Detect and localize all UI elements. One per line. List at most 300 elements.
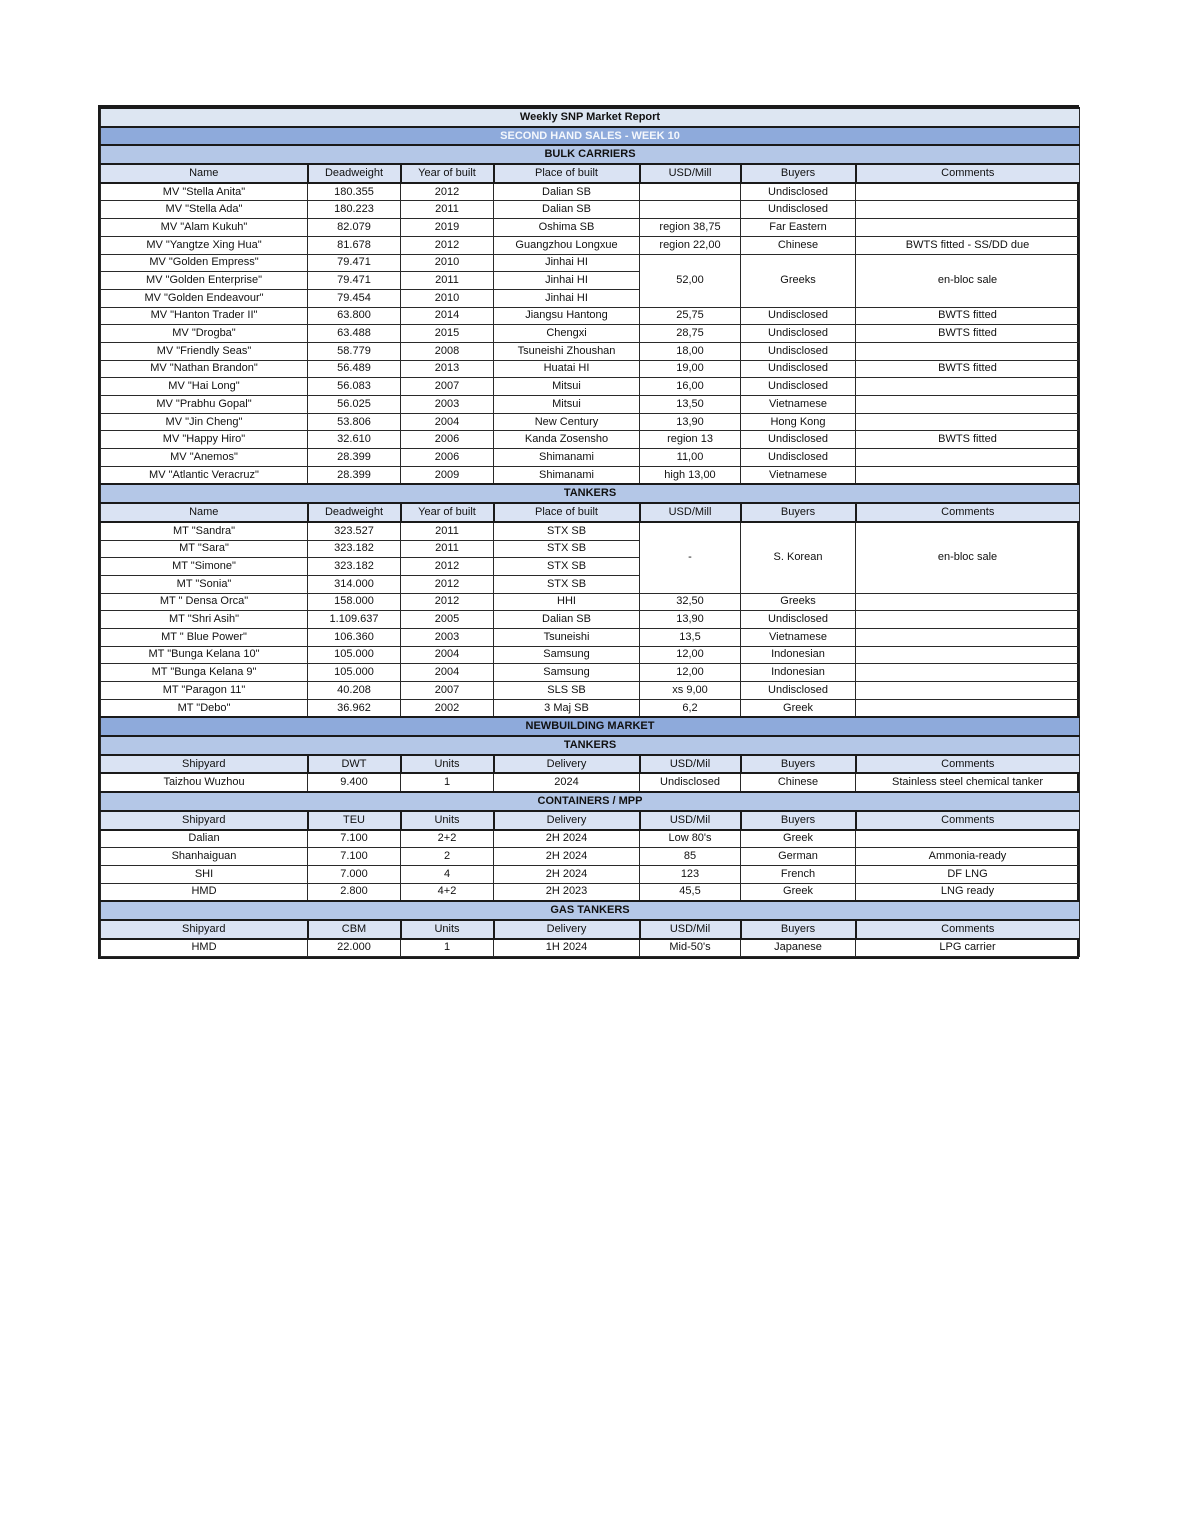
- size: 7.100: [308, 848, 401, 866]
- deadweight: 28.399: [308, 466, 401, 484]
- table-row: [101, 593, 1080, 611]
- comments: [856, 682, 1080, 700]
- deadweight: 82.079: [308, 219, 401, 237]
- report-table: [100, 107, 1080, 957]
- price: 12,00: [640, 664, 741, 682]
- place-built: Tsuneishi: [494, 628, 640, 646]
- vessel-name: MV "Stella Ada": [101, 201, 308, 219]
- table-row: [101, 307, 1080, 325]
- price: Low 80's: [640, 830, 741, 848]
- nb-gas-heading: [101, 901, 1080, 920]
- table-row: [101, 865, 1080, 883]
- buyers: Undisclosed: [741, 431, 856, 449]
- table-row: [101, 254, 1080, 272]
- nb-tankers-heading-label: TANKERS: [101, 736, 1080, 755]
- deadweight: 323.182: [308, 540, 401, 558]
- col-header: Buyers: [741, 164, 856, 183]
- table-row: [101, 413, 1080, 431]
- report-title: Weekly SNP Market Report: [101, 108, 1080, 127]
- price: 18,00: [640, 342, 741, 360]
- comments: BWTS fitted: [856, 325, 1080, 343]
- deadweight: 180.355: [308, 183, 401, 201]
- year-built: 2004: [401, 413, 494, 431]
- table-row: [101, 830, 1080, 848]
- price: 6,2: [640, 699, 741, 717]
- size: 9.400: [308, 773, 401, 792]
- buyers: Undisclosed: [741, 307, 856, 325]
- delivery: 2024: [494, 773, 640, 792]
- vessel-name: MT "Sara": [101, 540, 308, 558]
- buyers: Hong Kong: [741, 413, 856, 431]
- delivery: 2H 2024: [494, 865, 640, 883]
- table-row: [101, 883, 1080, 901]
- year-built: 2003: [401, 628, 494, 646]
- price: 32,50: [640, 593, 741, 611]
- buyers: Greek: [741, 699, 856, 717]
- deadweight: 63.800: [308, 307, 401, 325]
- delivery: 1H 2024: [494, 939, 640, 957]
- place-built: Huatai HI: [494, 360, 640, 378]
- year-built: 2011: [401, 540, 494, 558]
- vessel-name: MV "Happy Hiro": [101, 431, 308, 449]
- buyers: Undisclosed: [741, 342, 856, 360]
- place-built: Mitsui: [494, 396, 640, 414]
- col-header: Units: [401, 920, 494, 939]
- table-row: [101, 201, 1080, 219]
- snp-market-report: [98, 105, 1079, 959]
- col-header: USD/Mil: [640, 920, 741, 939]
- comments: [856, 396, 1080, 414]
- year-built: 2006: [401, 431, 494, 449]
- place-built: Jinhai HI: [494, 272, 640, 290]
- place-built: Guangzhou Longxue: [494, 236, 640, 254]
- place-built: STX SB: [494, 575, 640, 593]
- place-built: SLS SB: [494, 682, 640, 700]
- price: 45,5: [640, 883, 741, 901]
- table-row: [101, 628, 1080, 646]
- place-built: Samsung: [494, 646, 640, 664]
- comments: BWTS fitted: [856, 307, 1080, 325]
- year-built: 2007: [401, 378, 494, 396]
- nb-containers-heading: [101, 792, 1080, 811]
- buyers: Chinese: [741, 236, 856, 254]
- buyers: Undisclosed: [741, 682, 856, 700]
- col-header: Comments: [856, 164, 1080, 183]
- deadweight: 79.454: [308, 289, 401, 307]
- deadweight: 79.471: [308, 254, 401, 272]
- place-built: Jiangsu Hantong: [494, 307, 640, 325]
- place-built: Chengxi: [494, 325, 640, 343]
- vessel-name: MV "Jin Cheng": [101, 413, 308, 431]
- buyers: Vietnamese: [741, 628, 856, 646]
- col-header: USD/Mil: [640, 811, 741, 830]
- place-built: Jinhai HI: [494, 254, 640, 272]
- buyers: Far Eastern: [741, 219, 856, 237]
- year-built: 2011: [401, 201, 494, 219]
- deadweight: 180.223: [308, 201, 401, 219]
- table-row: [101, 236, 1080, 254]
- col-header: Delivery: [494, 811, 640, 830]
- comments: [856, 611, 1080, 629]
- buyers: Indonesian: [741, 664, 856, 682]
- table-row: [101, 378, 1080, 396]
- col-header: Deadweight: [308, 164, 401, 183]
- year-built: 2011: [401, 272, 494, 290]
- comments: [856, 378, 1080, 396]
- comments: [856, 466, 1080, 484]
- year-built: 2012: [401, 236, 494, 254]
- year-built: 2014: [401, 307, 494, 325]
- buyers-merged: Greeks: [741, 254, 856, 307]
- comments: [856, 449, 1080, 467]
- price: 25,75: [640, 307, 741, 325]
- year-built: 2015: [401, 325, 494, 343]
- buyers: Undisclosed: [741, 360, 856, 378]
- price: [640, 201, 741, 219]
- place-built: Shimanami: [494, 466, 640, 484]
- vessel-name: MV "Golden Enterprise": [101, 272, 308, 290]
- comments-merged: en-bloc sale: [856, 254, 1080, 307]
- comments: [856, 183, 1080, 201]
- price: 13,5: [640, 628, 741, 646]
- price: region 13: [640, 431, 741, 449]
- vessel-name: MT "Sandra": [101, 522, 308, 540]
- year-built: 2006: [401, 449, 494, 467]
- shipyard: Taizhou Wuzhou: [101, 773, 308, 792]
- vessel-name: MV "Alam Kukuh": [101, 219, 308, 237]
- units: 1: [401, 939, 494, 957]
- price: region 38,75: [640, 219, 741, 237]
- buyers: French: [741, 865, 856, 883]
- year-built: 2012: [401, 183, 494, 201]
- buyers: Greek: [741, 883, 856, 901]
- col-header: CBM: [308, 920, 401, 939]
- year-built: 2012: [401, 558, 494, 576]
- deadweight: 105.000: [308, 646, 401, 664]
- buyers: Undisclosed: [741, 449, 856, 467]
- col-header: Comments: [856, 503, 1080, 522]
- deadweight: 323.182: [308, 558, 401, 576]
- comments: [856, 830, 1080, 848]
- year-built: 2004: [401, 664, 494, 682]
- deadweight: 79.471: [308, 272, 401, 290]
- second-hand-heading: SECOND HAND SALES - WEEK 10: [101, 127, 1080, 146]
- deadweight: 28.399: [308, 449, 401, 467]
- units: 1: [401, 773, 494, 792]
- comments: Ammonia-ready: [856, 848, 1080, 866]
- year-built: 2012: [401, 575, 494, 593]
- buyers: Chinese: [741, 773, 856, 792]
- table-row: [101, 342, 1080, 360]
- place-built: STX SB: [494, 540, 640, 558]
- col-header: Buyers: [741, 811, 856, 830]
- comments: DF LNG: [856, 865, 1080, 883]
- year-built: 2019: [401, 219, 494, 237]
- delivery: 2H 2024: [494, 830, 640, 848]
- deadweight: 32.610: [308, 431, 401, 449]
- comments: [856, 201, 1080, 219]
- units: 2: [401, 848, 494, 866]
- comments: [856, 664, 1080, 682]
- buyers: Undisclosed: [741, 611, 856, 629]
- comments: [856, 593, 1080, 611]
- col-header: Deadweight: [308, 503, 401, 522]
- units: 2+2: [401, 830, 494, 848]
- deadweight: 58.779: [308, 342, 401, 360]
- nb-containers-heading-label: CONTAINERS / MPP: [101, 792, 1080, 811]
- vessel-name: MV "Nathan Brandon": [101, 360, 308, 378]
- nb-gas-heading-label: GAS TANKERS: [101, 901, 1080, 920]
- comments: [856, 219, 1080, 237]
- deadweight: 105.000: [308, 664, 401, 682]
- vessel-name: MT "Bunga Kelana 10": [101, 646, 308, 664]
- price: 16,00: [640, 378, 741, 396]
- vessel-name: MT "Paragon 11": [101, 682, 308, 700]
- col-header: Name: [101, 503, 308, 522]
- buyers: Greek: [741, 830, 856, 848]
- deadweight: 56.083: [308, 378, 401, 396]
- col-header: Units: [401, 755, 494, 774]
- nb_containers-header-row: [101, 811, 1080, 830]
- size: 22.000: [308, 939, 401, 957]
- price: Undisclosed: [640, 773, 741, 792]
- deadweight: 63.488: [308, 325, 401, 343]
- price: 28,75: [640, 325, 741, 343]
- vessel-name: MT " Densa Orca": [101, 593, 308, 611]
- vessel-name: MV "Yangtze Xing Hua": [101, 236, 308, 254]
- price: Mid-50's: [640, 939, 741, 957]
- comments: LNG ready: [856, 883, 1080, 901]
- shipyard: HMD: [101, 939, 308, 957]
- deadweight: 158.000: [308, 593, 401, 611]
- comments-merged: en-bloc sale: [856, 522, 1080, 593]
- buyers: Japanese: [741, 939, 856, 957]
- price: 13,90: [640, 611, 741, 629]
- comments: LPG carrier: [856, 939, 1080, 957]
- deadweight: 56.025: [308, 396, 401, 414]
- table-row: [101, 682, 1080, 700]
- place-built: 3 Maj SB: [494, 699, 640, 717]
- place-built: Shimanami: [494, 449, 640, 467]
- price: region 22,00: [640, 236, 741, 254]
- col-header: Delivery: [494, 920, 640, 939]
- units: 4+2: [401, 883, 494, 901]
- buyers: Undisclosed: [741, 183, 856, 201]
- price-merged: 52,00: [640, 254, 741, 307]
- size: 7.100: [308, 830, 401, 848]
- vessel-name: MV "Prabhu Gopal": [101, 396, 308, 414]
- price: 12,00: [640, 646, 741, 664]
- year-built: 2005: [401, 611, 494, 629]
- vessel-name: MV "Hanton Trader II": [101, 307, 308, 325]
- place-built: Dalian SB: [494, 183, 640, 201]
- newbuilding-heading: [101, 717, 1080, 736]
- vessel-name: MT "Simone": [101, 558, 308, 576]
- comments: [856, 342, 1080, 360]
- price: 11,00: [640, 449, 741, 467]
- vessel-name: MV "Friendly Seas": [101, 342, 308, 360]
- col-header: Comments: [856, 755, 1080, 774]
- col-header: USD/Mil: [640, 755, 741, 774]
- col-header: Shipyard: [101, 811, 308, 830]
- col-header: Buyers: [741, 920, 856, 939]
- price-merged: -: [640, 522, 741, 593]
- deadweight: 106.360: [308, 628, 401, 646]
- year-built: 2010: [401, 289, 494, 307]
- buyers: Greeks: [741, 593, 856, 611]
- tankers-heading: [101, 484, 1080, 503]
- col-header: USD/Mill: [640, 503, 741, 522]
- comments: [856, 413, 1080, 431]
- table-row: [101, 773, 1080, 792]
- col-header: Year of built: [401, 503, 494, 522]
- place-built: Dalian SB: [494, 201, 640, 219]
- buyers: Undisclosed: [741, 378, 856, 396]
- comments: [856, 646, 1080, 664]
- table-row: [101, 466, 1080, 484]
- vessel-name: MV "Golden Empress": [101, 254, 308, 272]
- table-row: [101, 431, 1080, 449]
- table-row: [101, 522, 1080, 540]
- bulk-carriers-heading: BULK CARRIERS: [101, 145, 1080, 164]
- vessel-name: MV "Golden Endeavour": [101, 289, 308, 307]
- comments: Stainless steel chemical tanker: [856, 773, 1080, 792]
- nb_tankers-header-row: [101, 755, 1080, 774]
- vessel-name: MV "Hai Long": [101, 378, 308, 396]
- table-row: [101, 360, 1080, 378]
- year-built: 2007: [401, 682, 494, 700]
- table-row: [101, 396, 1080, 414]
- year-built: 2011: [401, 522, 494, 540]
- col-header: Name: [101, 164, 308, 183]
- comments: BWTS fitted: [856, 360, 1080, 378]
- col-header: Year of built: [401, 164, 494, 183]
- deadweight: 314.000: [308, 575, 401, 593]
- tankers-header-row: [101, 503, 1080, 522]
- col-header: Buyers: [741, 503, 856, 522]
- place-built: Samsung: [494, 664, 640, 682]
- size: 2.800: [308, 883, 401, 901]
- comments: [856, 699, 1080, 717]
- place-built: Mitsui: [494, 378, 640, 396]
- nb-tankers-heading: [101, 736, 1080, 755]
- table-row: [101, 699, 1080, 717]
- place-built: Jinhai HI: [494, 289, 640, 307]
- col-header: Buyers: [741, 755, 856, 774]
- col-header: TEU: [308, 811, 401, 830]
- col-header: Comments: [856, 811, 1080, 830]
- price: xs 9,00: [640, 682, 741, 700]
- col-header: DWT: [308, 755, 401, 774]
- deadweight: 323.527: [308, 522, 401, 540]
- buyers: Vietnamese: [741, 466, 856, 484]
- place-built: HHI: [494, 593, 640, 611]
- col-header: Shipyard: [101, 755, 308, 774]
- shipyard: Shanhaiguan: [101, 848, 308, 866]
- year-built: 2009: [401, 466, 494, 484]
- place-built: New Century: [494, 413, 640, 431]
- vessel-name: MV "Atlantic Veracruz": [101, 466, 308, 484]
- comments: [856, 628, 1080, 646]
- year-built: 2013: [401, 360, 494, 378]
- deadweight: 53.806: [308, 413, 401, 431]
- units: 4: [401, 865, 494, 883]
- year-built: 2003: [401, 396, 494, 414]
- price: [640, 183, 741, 201]
- vessel-name: MT " Blue Power": [101, 628, 308, 646]
- table-row: [101, 848, 1080, 866]
- col-header: Comments: [856, 920, 1080, 939]
- table-row: [101, 183, 1080, 201]
- vessel-name: MV "Anemos": [101, 449, 308, 467]
- year-built: 2010: [401, 254, 494, 272]
- newbuilding-heading-label: NEWBUILDING MARKET: [101, 717, 1080, 736]
- col-header: Place of built: [494, 164, 640, 183]
- shipyard: SHI: [101, 865, 308, 883]
- nb_gas-header-row: [101, 920, 1080, 939]
- table-row: [101, 611, 1080, 629]
- delivery: 2H 2024: [494, 848, 640, 866]
- buyers: German: [741, 848, 856, 866]
- delivery: 2H 2023: [494, 883, 640, 901]
- table-row: [101, 646, 1080, 664]
- col-header: Units: [401, 811, 494, 830]
- comments: BWTS fitted - SS/DD due: [856, 236, 1080, 254]
- buyers: Undisclosed: [741, 201, 856, 219]
- comments: BWTS fitted: [856, 431, 1080, 449]
- shipyard: HMD: [101, 883, 308, 901]
- vessel-name: MT "Shri Asih": [101, 611, 308, 629]
- table-row: [101, 449, 1080, 467]
- col-header: Place of built: [494, 503, 640, 522]
- size: 7.000: [308, 865, 401, 883]
- place-built: Tsuneishi Zhoushan: [494, 342, 640, 360]
- place-built: Kanda Zosensho: [494, 431, 640, 449]
- year-built: 2008: [401, 342, 494, 360]
- table-row: [101, 219, 1080, 237]
- place-built: STX SB: [494, 558, 640, 576]
- table-row: [101, 325, 1080, 343]
- buyers-merged: S. Korean: [741, 522, 856, 593]
- price: 13,90: [640, 413, 741, 431]
- year-built: 2004: [401, 646, 494, 664]
- table-row: [101, 664, 1080, 682]
- bulk-carriers-header-row: [101, 164, 1080, 183]
- vessel-name: MT "Bunga Kelana 9": [101, 664, 308, 682]
- place-built: Oshima SB: [494, 219, 640, 237]
- col-header: Shipyard: [101, 920, 308, 939]
- place-built: STX SB: [494, 522, 640, 540]
- deadweight: 81.678: [308, 236, 401, 254]
- vessel-name: MV "Stella Anita": [101, 183, 308, 201]
- buyers: Vietnamese: [741, 396, 856, 414]
- price: high 13,00: [640, 466, 741, 484]
- col-header: USD/Mill: [640, 164, 741, 183]
- year-built: 2012: [401, 593, 494, 611]
- price: 85: [640, 848, 741, 866]
- buyers: Undisclosed: [741, 325, 856, 343]
- year-built: 2002: [401, 699, 494, 717]
- vessel-name: MT "Debo": [101, 699, 308, 717]
- vessel-name: MV "Drogba": [101, 325, 308, 343]
- price: 123: [640, 865, 741, 883]
- deadweight: 1.109.637: [308, 611, 401, 629]
- buyers: Indonesian: [741, 646, 856, 664]
- tankers-heading-label: TANKERS: [101, 484, 1080, 503]
- deadweight: 40.208: [308, 682, 401, 700]
- deadweight: 56.489: [308, 360, 401, 378]
- price: 13,50: [640, 396, 741, 414]
